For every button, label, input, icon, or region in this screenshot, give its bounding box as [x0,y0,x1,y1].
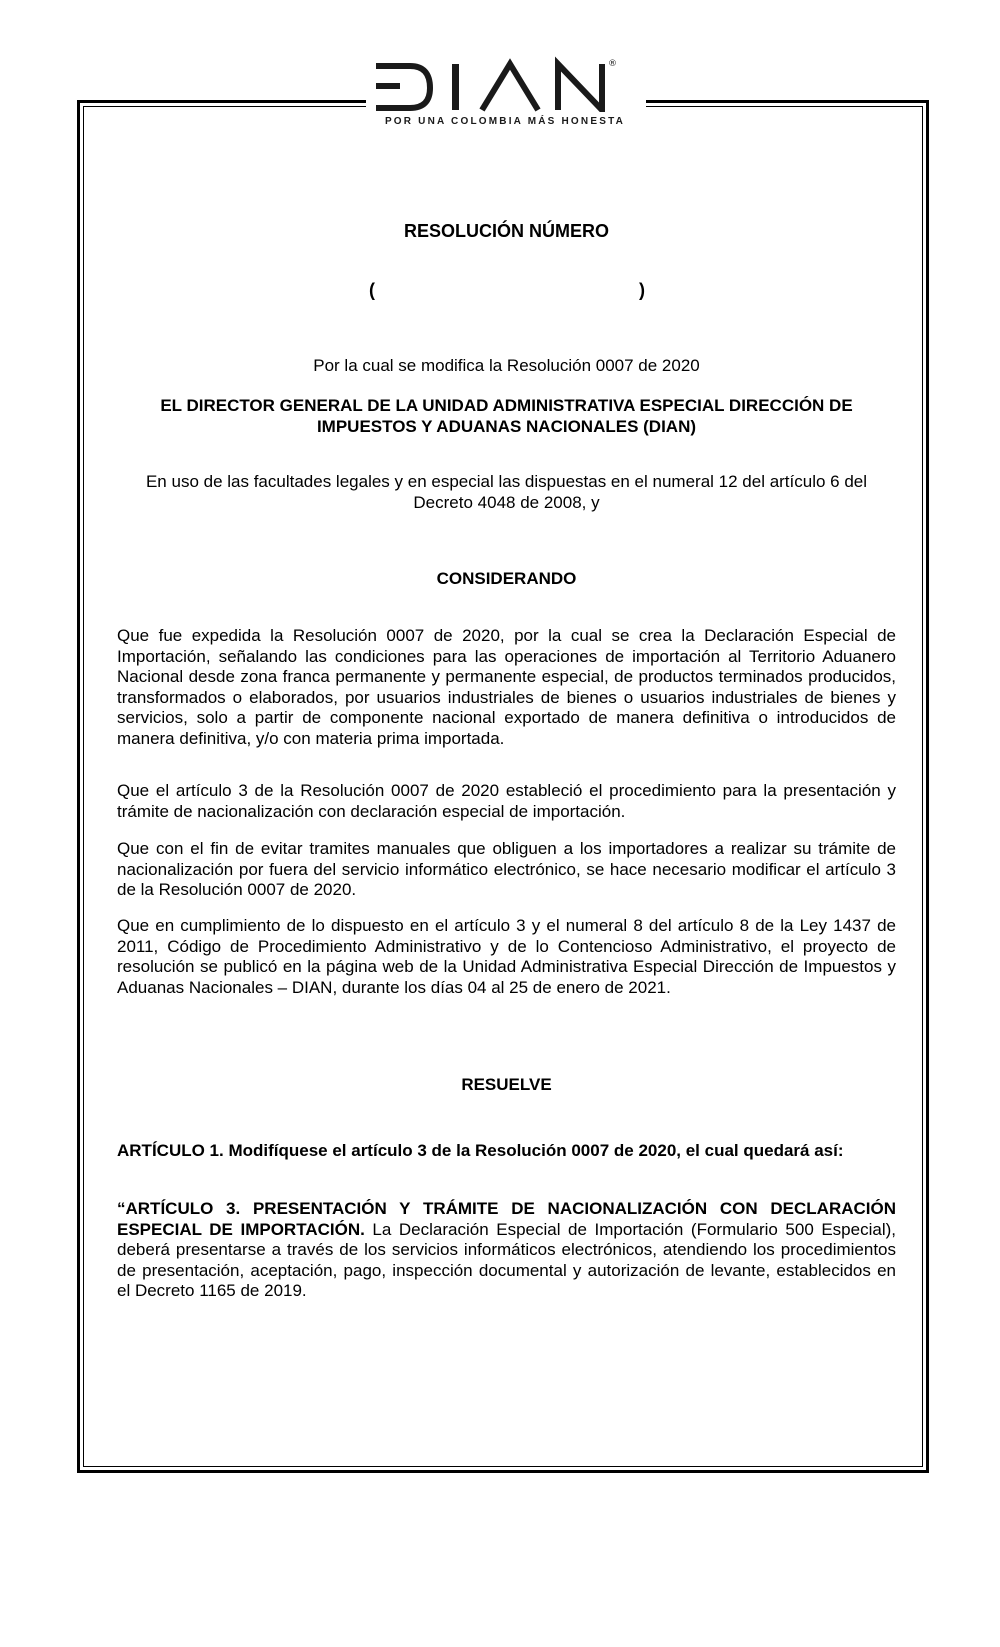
dian-logo [370,56,640,127]
consideration-paragraph: Que con el fin de evitar tramites manuales que obliguen a los importadores a realizar su trámite de nacionalización por fuera del servicio informático electrónico, se hace necesario modificar el artículo 3 de la Resolución 0007 de 2020. [117,839,896,899]
number-open-paren: ( [369,280,375,300]
resolution-title: RESOLUCIÓN NÚMERO [403,221,609,241]
number-close-paren: ) [639,280,645,300]
consideration-paragraph: Que el artículo 3 de la Resolución 0007 de 2020 estableció el procedimiento para la presentación y trámite de nacionalización con declaración especial de importación. [117,781,896,821]
article-3 [117,1199,896,1302]
issuing-authority: EL DIRECTOR GENERAL DE LA UNIDAD ADMINISTRATIVA ESPECIAL DIRECCIÓN DE IMPUESTOS Y ADUANAS NACIONALES (DIAN) [160,396,853,436]
dian-wordmark-logo [370,56,640,112]
legal-powers: En uso de las facultades legales y en especial las dispuestas en el numeral 12 del artículo 6 del Decreto 4048 de 2008, y [145,472,868,512]
consideration-paragraph: Que en cumplimiento de lo dispuesto en el artículo 3 y el numeral 8 del artículo 8 de la Ley 1437 de 2011, Código de Procedimiento Administrativo y de lo Contencioso Administrativo, el proyecto de resolución se publicó en la página web de la Unidad Administrativa Especial Dirección de Impuestos y Aduanas Nacionales – DIAN, durante los días 04 al 25 de enero de 2021. [117,916,896,997]
considering-heading: CONSIDERANDO [436,569,577,588]
registered-mark: ® [608,59,617,69]
resolves-heading: RESUELVE [461,1075,552,1094]
article-1: ARTÍCULO 1. Modifíquese el artículo 3 de la Resolución 0007 de 2020, el cual quedará así: [117,1141,844,1160]
article-3-heading: “ARTÍCULO 3. PRESENTACIÓN Y TRÁMITE DE NACIONALIZACIÓN CON DECLARACIÓN ESPECIAL DE IMPORTACIÓN. [117,1199,896,1239]
article-3-body: La Declaración Especial de Importación (Formulario 500 Especial), deberá presentarse a través de los servicios informáticos electrónicos, atendiendo los procedimientos de presentación, aceptación, pago, inspección documental y autorización de levante, establecidos en el Decreto 1165 de 2019. [117,1219,896,1300]
resolution-subject: Por la cual se modifica la Resolución 0007 de 2020 [313,356,700,375]
logo-tagline: POR UNA COLOMBIA MÁS HONESTA [384,116,626,127]
consideration-paragraph: Que fue expedida la Resolución 0007 de 2020, por la cual se crea la Declaración Especial de Importación, señalando las condiciones para las operaciones de importación al Territorio Aduanero Nacional desde zona franca permanente y permanente especial, de productos terminados producidos, transformados o elaborados, por usuarios industriales de bienes o usuarios industriales de bienes y servicios, solo a partir de componente nacional exportado de manera definitiva o introducidos de manera definitiva, y/o con materia prima importada. [117,626,896,748]
